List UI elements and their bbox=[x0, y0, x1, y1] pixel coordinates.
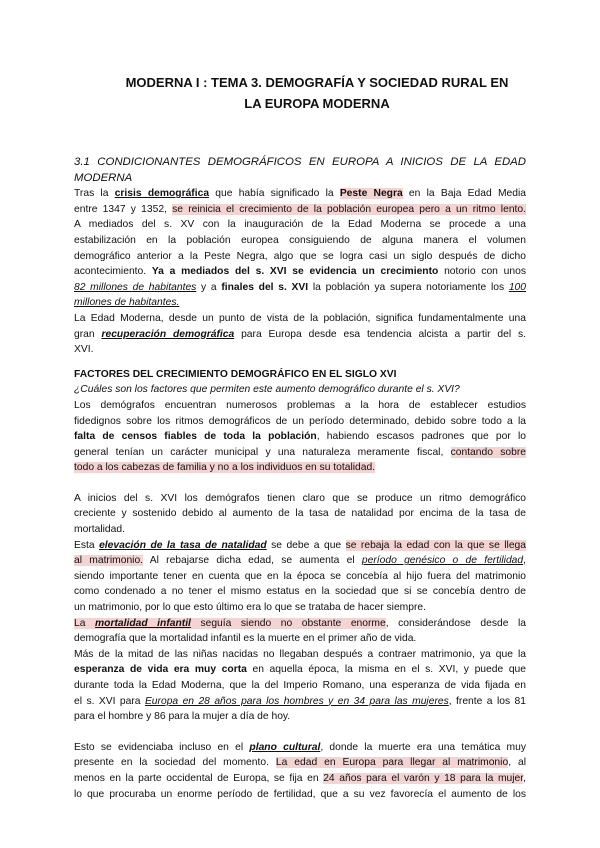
title-line-2: LA EUROPA MODERNA bbox=[244, 96, 390, 111]
highlight-crecimiento-lento: se reinicia el crecimiento de la población europea pero a un ritmo lento. bbox=[172, 203, 526, 215]
term-falta-censos: falta de censos fiables de toda la población bbox=[74, 431, 317, 443]
factores-heading: FACTORES DEL CRECIMIENTO DEMOGRÁFICO EN EL SIGLO XVI bbox=[74, 368, 397, 380]
highlight-cabezas-familia: todo a los cabezas de familia y no a los individuos en su totalidad. bbox=[74, 462, 376, 474]
paragraph-mediados-xv: A mediados del s. XV con la inauguración de la Edad Moderna se procede a una estabilización en la población europea consiguiendo de alguna manera el volumen demográfico anterior a la Peste Negra, algo que se logra casi un siglo después de dicho acontecimiento. Ya a mediados del s. XVI se evidencia un crecimiento notorio con unos 82 millones de habitantes y a finales del s. XVI la población ya supera notoriamente los 100 millones de habitantes. bbox=[74, 217, 526, 311]
term-recuperacion-demografica: recuperación demográfica bbox=[101, 328, 235, 340]
term-100-millones: millones de habitantes. bbox=[74, 297, 180, 309]
highlight-24-18-anos: 24 años para el varón y 18 para la mujer bbox=[323, 772, 524, 784]
highlight-edad-matrimonio: La edad en Europa para llegar al matrimonio bbox=[275, 757, 509, 769]
term-crisis-demografica: crisis demográfica bbox=[114, 188, 210, 200]
term-crecimiento-xvi: Ya a mediados del s. XVI se evidencia un crecimiento bbox=[151, 266, 439, 278]
paragraph-inicios-xvi: A inicios del s. XVI los demógrafos tienen claro que se produce un ritmo demográfico creciente y sostenido debido al aumento de la tasa de natalidad por encima de la tasa de mortalidad. bbox=[74, 492, 526, 536]
term-peste-negra: Peste Negra bbox=[339, 188, 403, 200]
paragraph-edad-moderna: La Edad Moderna, desde un punto de vista de la población, significa fundamentalmente una gran recuperación demográfica para Europa desde esa tendencia alcista a partir del s. XVI. bbox=[74, 312, 526, 356]
paragraph-plano-cultural: Esto se evidenciaba incluso en el plano cultural, donde la muerte era una temática muy presente en la sociedad del momento. La edad en Europa para llegar al matrimonio, al menos en la parte occidental de Europa, se fija en 24 años para el varón y 18 para la mujer, lo que procuraba un enorme período de fertilidad, que a su vez favorecía el aumento de los bbox=[74, 741, 526, 800]
paragraph-mortalidad-infantil: La mortalidad infantil seguía siendo no obstante enorme, considerándose desde la demografía que la mortalidad infantil es la muerte en el primer año de vida. bbox=[74, 617, 526, 645]
term-periodo-genesico: período genésico o de fertilidad bbox=[361, 555, 524, 567]
paragraph-peste-negra: Tras la crisis demográfica que había significado la Peste Negra en la Baja Edad Media entre 1347 y 1352, se reinicia el crecimiento de la población europea pero a un ritmo lento. bbox=[74, 188, 527, 215]
term-82-millones: 82 millones de habitantes bbox=[74, 281, 197, 293]
term-elevacion-natalidad: elevación de la tasa de natalidad bbox=[99, 539, 267, 551]
section-heading bbox=[74, 155, 526, 186]
section-heading-line-1: 3.1 CONDICIONANTES DEMOGRÁFICOS EN EUROPA A INICIOS DE LA EDAD bbox=[74, 156, 526, 168]
document-title bbox=[100, 72, 534, 114]
term-esperanza-vida: esperanza de vida era muy corta bbox=[74, 664, 247, 676]
paragraph-natalidad: Esta elevación de la tasa de natalidad se debe a que se rebaja la edad con la que se llega al matrimonio. Al rebajarse dicha edad, se aumenta el período genésico o de fertilidad, siendo importante tener en cuenta que en la época se concebía al hijo fuera del matrimonio como condenado a no tener el mismo estatus en la sociedad que si se concebía dentro de un matrimonio, por lo que esto último era lo que se trataba de hacer siempre. bbox=[74, 539, 527, 614]
term-finales-xvi: finales del s. XVI bbox=[221, 281, 309, 293]
term-esperanza-cifras: Europa en 28 años para los hombres y en 34 para las mujeres bbox=[144, 695, 449, 707]
section-heading-line-2: MODERNA bbox=[74, 171, 133, 184]
factores-question: ¿Cuáles son los factores que permiten este aumento demográfico durante el s. XVI? bbox=[74, 384, 460, 396]
term-plano-cultural: plano cultural bbox=[249, 741, 321, 753]
highlight-rebaja-edad: al matrimonio. bbox=[74, 555, 144, 567]
document-body bbox=[74, 155, 526, 802]
term-mortalidad-infantil: mortalidad infantil bbox=[95, 617, 191, 629]
paragraph-esperanza-vida: Más de la mitad de las niñas nacidas no llegaban después a contraer matrimonio, ya que la esperanza de vida era muy corta en aquella época, la misma en el s. XVI, y puede que durante toda la Edad Moderna, que la del Imperio Romano, una esperanza de vida fijada en el s. XVI para Europa en 28 años para los hombres y en 34 para las mujeres, frente a los 81 para el hombre y 86 para la mujer a día de hoy. bbox=[74, 648, 526, 723]
section-factores: FACTORES DEL CRECIMIENTO DEMOGRÁFICO EN EL SIGLO XVI ¿Cuáles son los factores que permiten este aumento demográfico durante el s. XVI? Los demógrafos encuentran numerosos problemas a la hora de establecer estudios fidedignos sobre los ritmos demográficos de un período determinado, debido sobre todo a la falta de censos fiables de toda la población, habiendo escasos padrones que por lo general tenían un carácter municipal y una naturaleza meramente fiscal, contando sobre todo a los cabezas de familia y no a los individuos en su totalidad. bbox=[74, 368, 526, 474]
title-line-1: MODERNA I : TEMA 3. DEMOGRAFÍA Y SOCIEDAD RURAL EN bbox=[125, 75, 509, 90]
